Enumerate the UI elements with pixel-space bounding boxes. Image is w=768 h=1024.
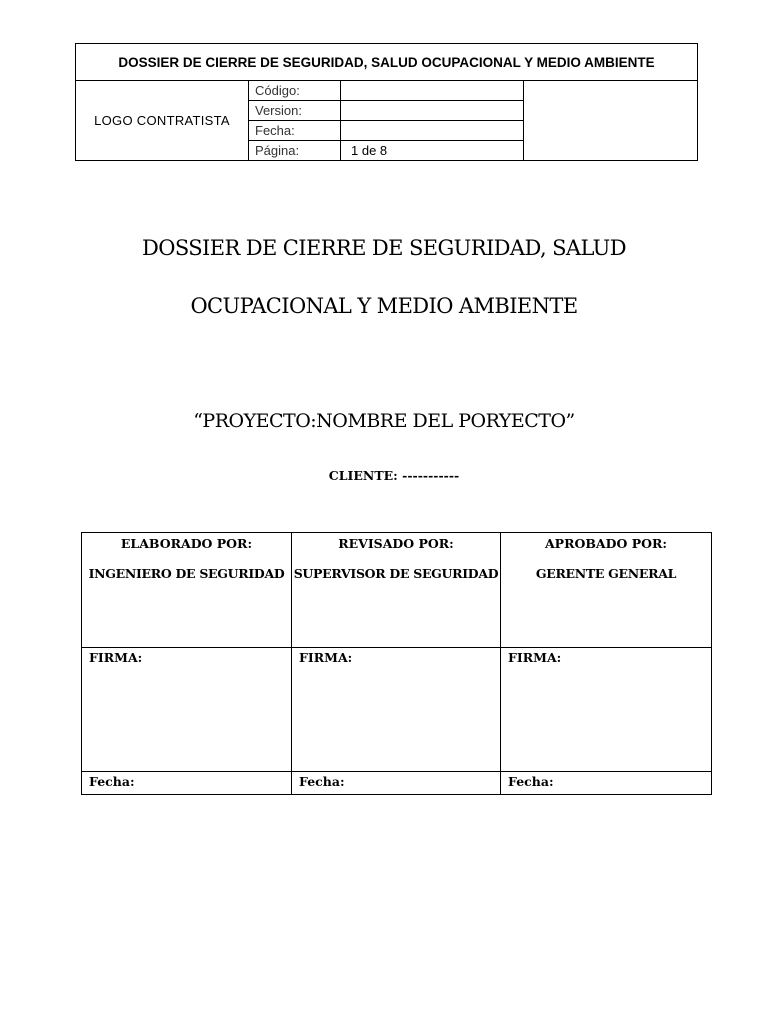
header-blank-cell bbox=[524, 81, 698, 161]
project-name: “PROYECTO:NOMBRE DEL PORYECTO” bbox=[193, 410, 575, 432]
version-value bbox=[341, 101, 524, 121]
code-label: Código: bbox=[249, 81, 341, 101]
version-label: Version: bbox=[249, 101, 341, 121]
prepared-by-role: INGENIERO DE SEGURIDAD bbox=[88, 566, 285, 581]
document-title-line-2: OCUPACIONAL Y MEDIO AMBIENTE bbox=[190, 294, 578, 318]
code-value bbox=[341, 81, 524, 101]
client-line: CLIENTE: ----------- bbox=[328, 468, 460, 483]
prepared-by-date: Fecha: bbox=[82, 772, 292, 795]
reviewed-by-date: Fecha: bbox=[292, 772, 501, 795]
page-label: Página: bbox=[249, 141, 341, 161]
approved-by-signature: FIRMA: bbox=[501, 648, 712, 772]
approved-by-heading: APROBADO POR: bbox=[544, 536, 667, 551]
approved-by-role: GERENTE GENERAL bbox=[535, 566, 677, 581]
prepared-by-signature: FIRMA: bbox=[82, 648, 292, 772]
page-value: 1 de 8 bbox=[341, 141, 524, 161]
date-value bbox=[341, 121, 524, 141]
approved-by-date: Fecha: bbox=[501, 772, 712, 795]
date-label: Fecha: bbox=[249, 121, 341, 141]
document-header-table bbox=[75, 43, 698, 161]
prepared-by-heading: ELABORADO POR: bbox=[120, 536, 253, 551]
document-title-line-1: DOSSIER DE CIERRE DE SEGURIDAD, SALUD bbox=[142, 236, 626, 260]
contractor-logo-placeholder: LOGO CONTRATISTA bbox=[76, 81, 249, 161]
reviewed-by-signature: FIRMA: bbox=[292, 648, 501, 772]
reviewed-by-heading: REVISADO POR: bbox=[338, 536, 454, 551]
approval-table bbox=[81, 532, 712, 795]
header-title: DOSSIER DE CIERRE DE SEGURIDAD, SALUD OCUPACIONAL Y MEDIO AMBIENTE bbox=[76, 44, 698, 81]
approved-by-cell bbox=[501, 533, 712, 648]
reviewed-by-role: SUPERVISOR DE SEGURIDAD bbox=[293, 566, 499, 581]
reviewed-by-cell bbox=[292, 533, 501, 648]
prepared-by-cell bbox=[82, 533, 292, 648]
